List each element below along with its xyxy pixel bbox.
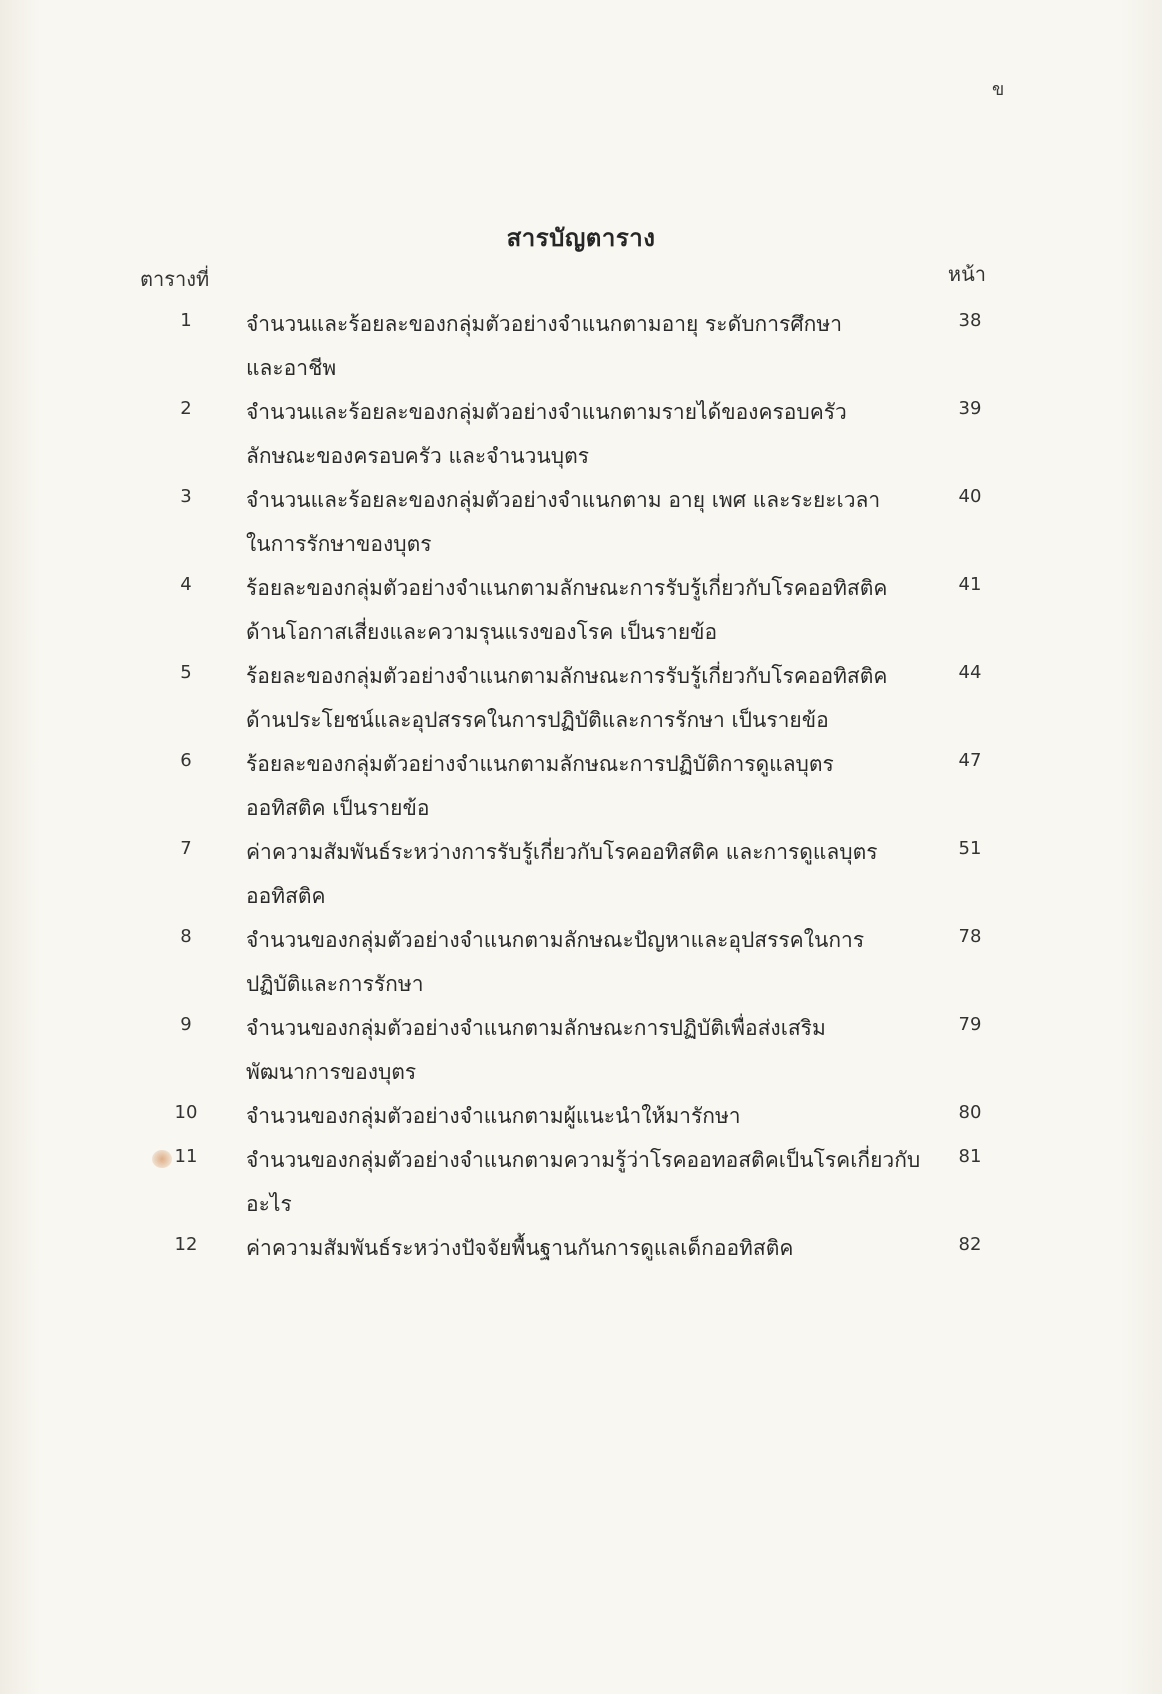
table-number: 6 [180, 750, 192, 771]
list-item [0, 914, 1162, 1002]
caption-line: ด้านประโยชน์และอุปสรรคในการปฏิบัติและการรักษา เป็นรายข้อ [246, 708, 829, 732]
page-reference: 78 [958, 926, 982, 947]
list-item [0, 826, 1162, 914]
table-caption [246, 1138, 926, 1226]
page-reference: 80 [958, 1102, 982, 1123]
caption-line: จำนวนของกลุ่มตัวอย่างจำแนกตามลักษณะการปฏิบัติเพื่อส่งเสริม [246, 1016, 826, 1040]
table-caption [246, 1094, 926, 1138]
caption-line: ร้อยละของกลุ่มตัวอย่างจำแนกตามลักษณะการรับรู้เกี่ยวกับโรคออทิสติค [246, 664, 888, 688]
caption-line: จำนวนและร้อยละของกลุ่มตัวอย่างจำแนกตาม อายุ เพศ และระยะเวลา [246, 488, 881, 512]
list-item [0, 1134, 1162, 1222]
column-header-table-number: ตารางที่ [140, 267, 210, 291]
table-caption [246, 742, 926, 830]
list-item [0, 562, 1162, 650]
caption-line: จำนวนของกลุ่มตัวอย่างจำแนกตามความรู้ว่าโรคออทอสติคเป็นโรคเกี่ยวกับ [246, 1148, 921, 1172]
caption-line: ค่าความสัมพันธ์ระหว่างปัจจัยพื้นฐานกันการดูแลเด็กออทิสติค [246, 1236, 794, 1260]
table-number: 11 [174, 1146, 198, 1167]
table-number: 7 [180, 838, 192, 859]
list-item [0, 1002, 1162, 1090]
page-reference: 41 [958, 574, 982, 595]
caption-line: ร้อยละของกลุ่มตัวอย่างจำแนกตามลักษณะการรับรู้เกี่ยวกับโรคออทิสติค [246, 576, 888, 600]
table-number: 9 [180, 1014, 192, 1035]
table-number: 3 [180, 486, 192, 507]
table-caption [246, 830, 926, 918]
table-caption [246, 1226, 926, 1270]
caption-line: ออทิสติค [246, 884, 326, 908]
table-number: 10 [174, 1102, 198, 1123]
caption-line: จำนวนของกลุ่มตัวอย่างจำแนกตามผู้แนะนำให้มารักษา [246, 1104, 741, 1128]
caption-line: พัฒนาการของบุตร [246, 1060, 417, 1084]
caption-line: ออทิสติค เป็นรายข้อ [246, 796, 430, 820]
caption-line: อะไร [246, 1192, 292, 1216]
caption-line: จำนวนและร้อยละของกลุ่มตัวอย่างจำแนกตามอายุ ระดับการศึกษา [246, 312, 843, 336]
table-caption [246, 390, 926, 478]
page-reference: 79 [958, 1014, 982, 1035]
page-reference: 51 [958, 838, 982, 859]
page-reference: 40 [958, 486, 982, 507]
page-reference: 82 [958, 1234, 982, 1255]
caption-line: จำนวนและร้อยละของกลุ่มตัวอย่างจำแนกตามรายได้ของครอบครัว [246, 400, 847, 424]
table-caption [246, 478, 926, 566]
table-caption [246, 918, 926, 1006]
caption-line: ค่าความสัมพันธ์ระหว่างการรับรู้เกี่ยวกับโรคออทิสติค และการดูแลบุตร [246, 840, 878, 864]
table-number: 4 [180, 574, 192, 595]
table-number: 12 [174, 1234, 198, 1255]
list-item [0, 738, 1162, 826]
page-number-mark: ข [992, 79, 1005, 100]
list-item [0, 650, 1162, 738]
table-caption [246, 566, 926, 654]
list-item [0, 298, 1162, 386]
list-item [0, 386, 1162, 474]
table-number: 5 [180, 662, 192, 683]
page-reference: 39 [958, 398, 982, 419]
column-header-page: หน้า [947, 262, 986, 286]
caption-line: ด้านโอกาสเสี่ยงและความรุนแรงของโรค เป็นรายข้อ [246, 620, 718, 644]
table-caption [246, 654, 926, 742]
table-caption [246, 302, 926, 390]
caption-line: ปฏิบัติและการรักษา [246, 972, 424, 996]
page-reference: 47 [958, 750, 982, 771]
list-item [0, 1222, 1162, 1266]
caption-line: และอาชีพ [246, 356, 337, 380]
table-number: 8 [180, 926, 192, 947]
list-item [0, 474, 1162, 562]
page-reference: 81 [958, 1146, 982, 1167]
caption-line: จำนวนของกลุ่มตัวอย่างจำแนกตามลักษณะปัญหาและอุปสรรคในการ [246, 928, 865, 952]
table-number: 1 [180, 310, 192, 331]
list-item [0, 1090, 1162, 1134]
page-title: สารบัญตาราง [506, 224, 656, 252]
caption-line: ลักษณะของครอบครัว และจำนวนบุตร [246, 444, 590, 468]
page-reference: 38 [958, 310, 982, 331]
table-caption [246, 1006, 926, 1094]
table-number: 2 [180, 398, 192, 419]
page-reference: 44 [958, 662, 982, 683]
caption-line: ในการรักษาของบุตร [246, 532, 432, 556]
caption-line: ร้อยละของกลุ่มตัวอย่างจำแนกตามลักษณะการปฏิบัติการดูแลบุตร [246, 752, 834, 776]
paper-stain [152, 1150, 172, 1168]
